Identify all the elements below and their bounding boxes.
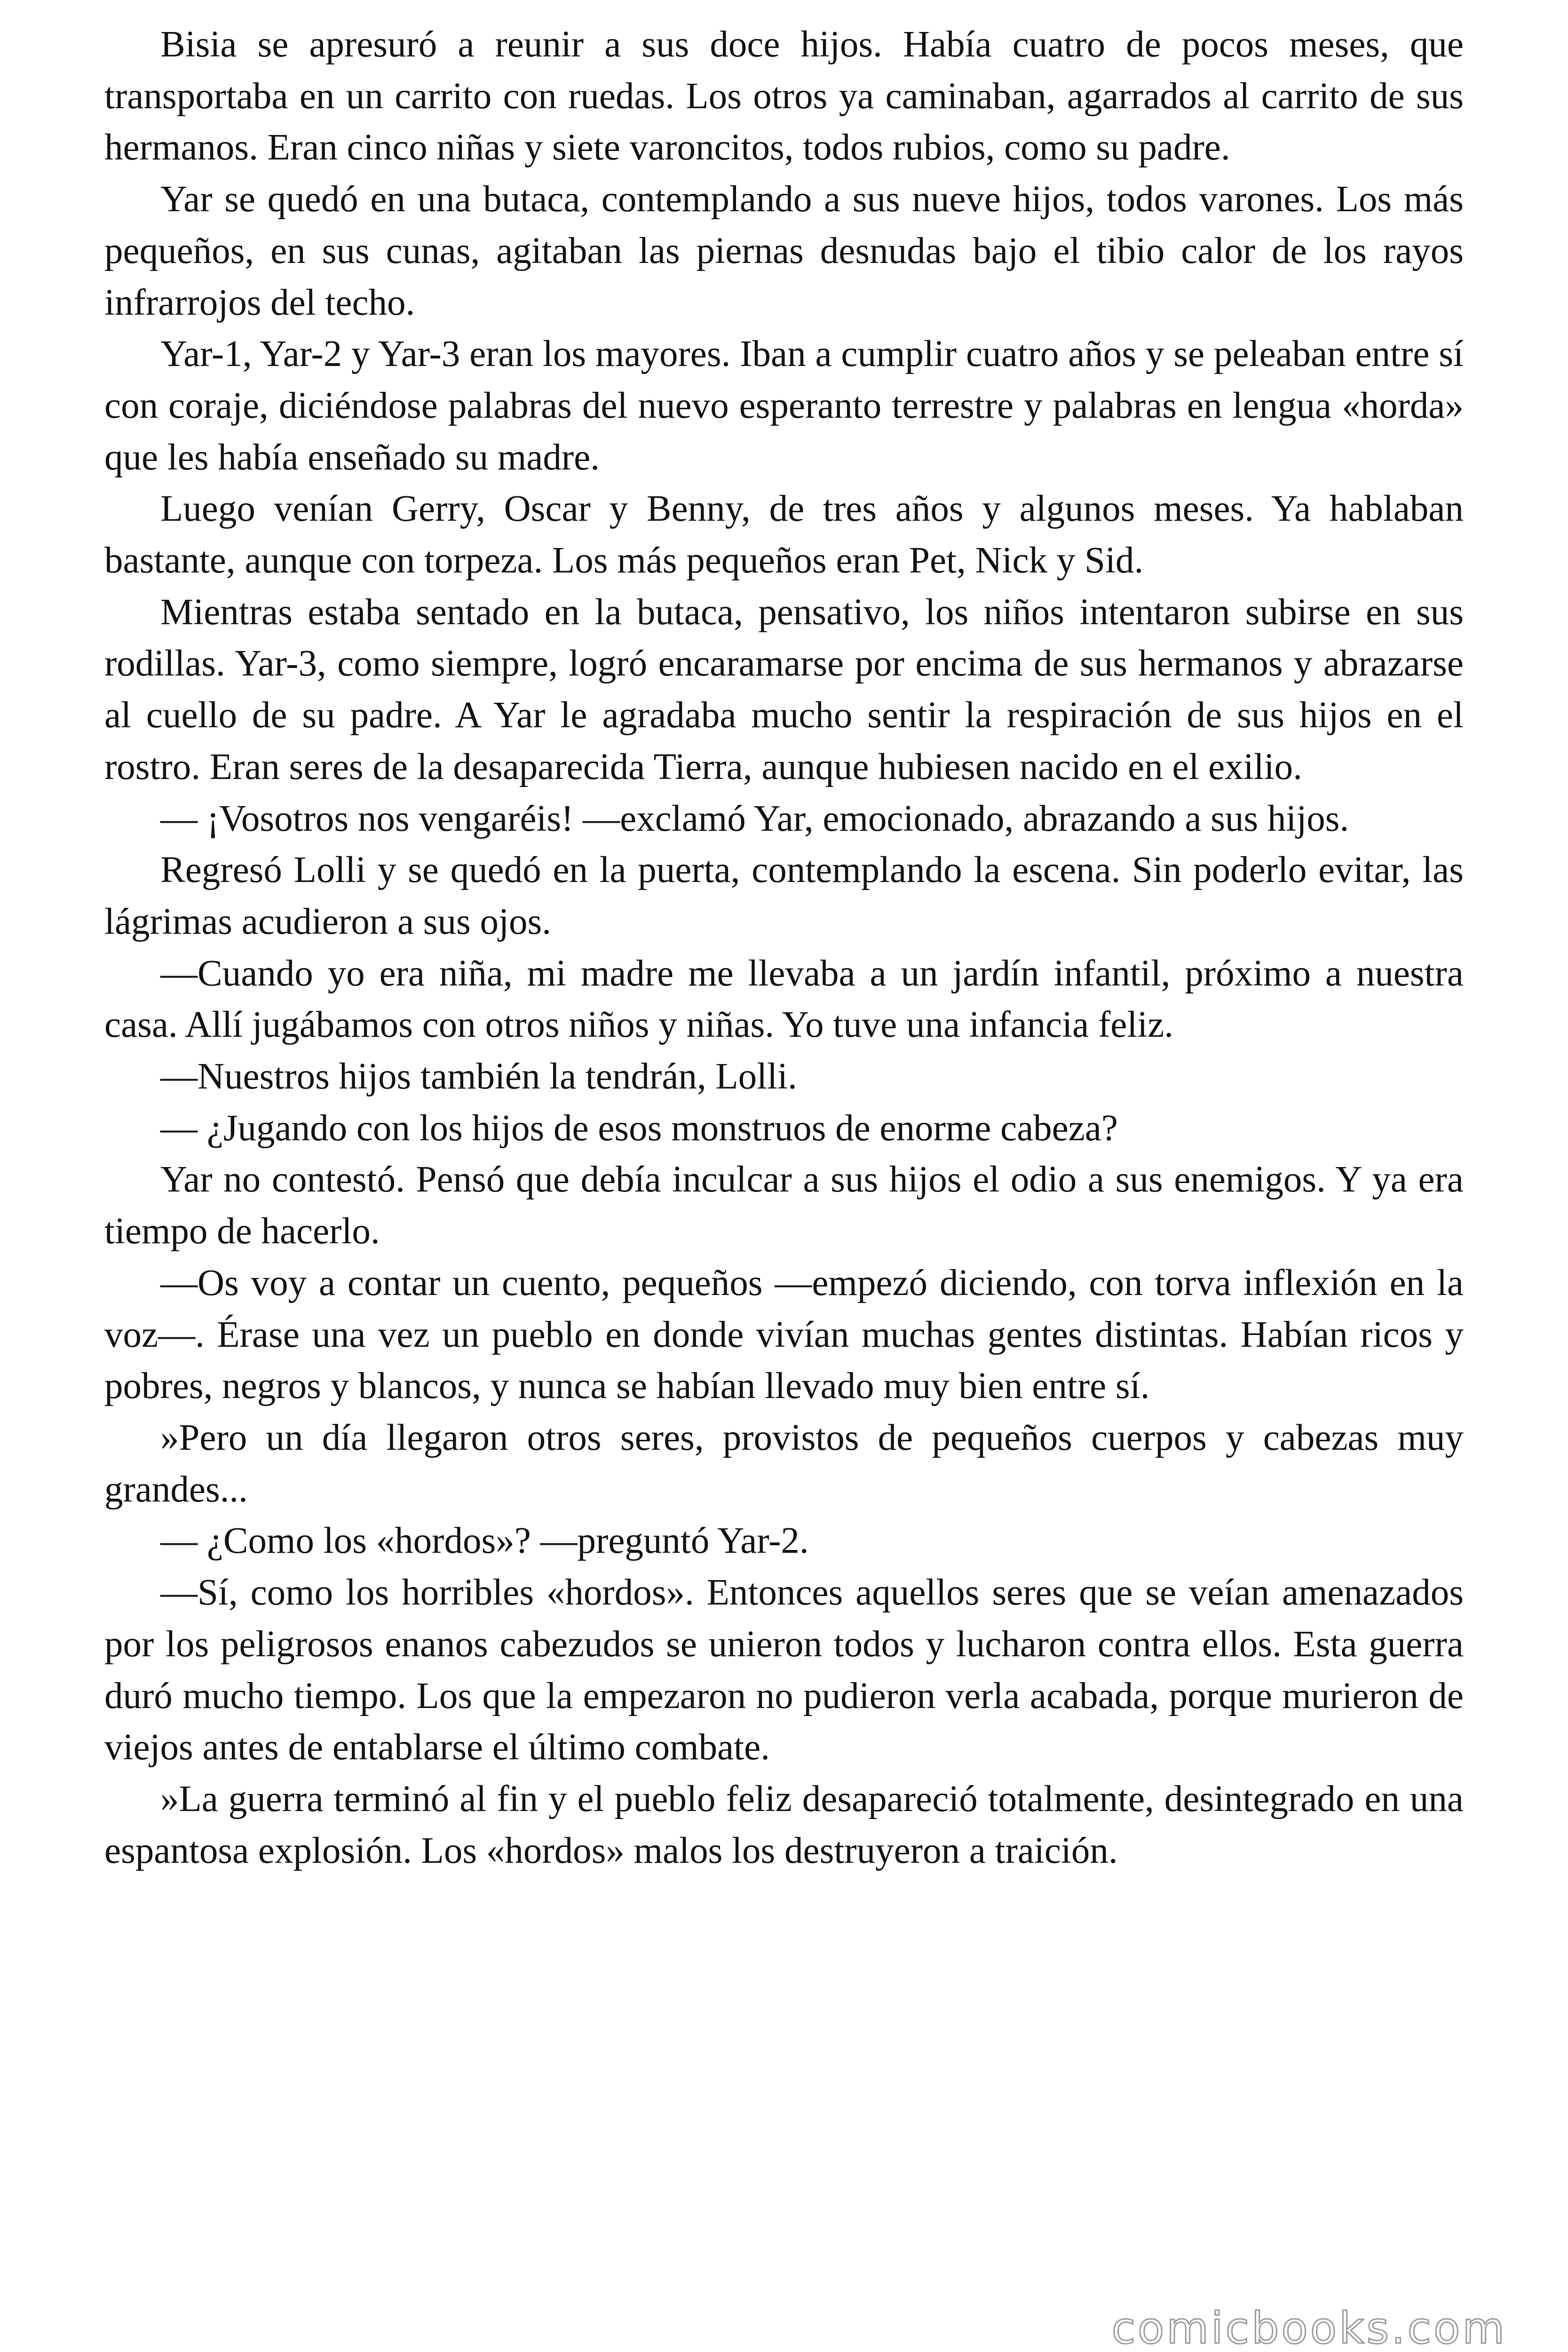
paragraph: Mientras estaba sentado en la butaca, pensativo, los niños intentaron subirse en sus rodillas. Yar-3, como siempre, logró encaramarse por encima de sus hermanos y abrazarse al cuello de su padre. A Yar le agradaba mucho sentir la respiración de sus hijos en el rostro. Eran seres de la desaparecida Tierra, aunque hubiesen nacido en el exilio. xyxy=(104,591,1464,787)
paragraph: Yar se quedó en una butaca, contemplando a sus nueve hijos, todos varones. Los más pequeños, en sus cunas, agitaban las piernas desnudas bajo el tibio calor de los rayos infrarrojos del techo. xyxy=(104,179,1464,323)
page-body xyxy=(104,19,1464,1876)
paragraph: — ¿Jugando con los hijos de esos monstruos de enorme cabeza? xyxy=(160,1107,1118,1149)
paragraph: — ¡Vosotros nos vengaréis! —exclamó Yar, emocionado, abrazando a sus hijos. xyxy=(160,798,1349,839)
paragraph: —Os voy a contar un cuento, pequeños —empezó diciendo, con torva inflexión en la voz—. Érase una vez un pueblo en donde vivían muchas gentes distintas. Habían ricos y pobres, negros y blancos, y nunca se habían llevado muy bien entre sí. xyxy=(104,1262,1464,1407)
paragraph: Bisia se apresuró a reunir a sus doce hijos. Había cuatro de pocos meses, que transportaba en un carrito con ruedas. Los otros ya caminaban, agarrados al carrito de sus hermanos. Eran cinco niñas y siete varoncitos, todos rubios, como su padre. xyxy=(104,24,1464,168)
paragraph: »La guerra terminó al fin y el pueblo feliz desapareció totalmente, desintegrado en una espantosa explosión. Los «hordos» malos los destruyeron a traición. xyxy=(104,1778,1464,1871)
paragraph: —Nuestros hijos también la tendrán, Lolli. xyxy=(160,1056,797,1097)
paragraph: »Pero un día llegaron otros seres, provistos de pequeños cuerpos y cabezas muy grandes... xyxy=(104,1417,1464,1510)
paragraph: — ¿Como los «hordos»? —preguntó Yar-2. xyxy=(160,1520,809,1562)
paragraph: Regresó Lolli y se quedó en la puerta, contemplando la escena. Sin poderlo evitar, las lágrimas acudieron a sus ojos. xyxy=(104,850,1464,942)
paragraph: Yar no contestó. Pensó que debía inculcar a sus hijos el odio a sus enemigos. Y ya era tiempo de hacerlo. xyxy=(104,1159,1464,1252)
paragraph: —Cuando yo era niña, mi madre me llevaba a un jardín infantil, próximo a nuestra casa. Allí jugábamos con otros niños y niñas. Yo tuve una infancia feliz. xyxy=(104,953,1464,1046)
paragraph: —Sí, como los horribles «hordos». Entonces aquellos seres que se veían amenazados por los peligrosos enanos cabezudos se unieron todos y lucharon contra ellos. Esta guerra duró mucho tiempo. Los que la empezaron no pudieron verla acabada, porque murieron de viejos antes de entablarse el último combate. xyxy=(104,1572,1464,1768)
paragraph: Luego venían Gerry, Oscar y Benny, de tres años y algunos meses. Ya hablaban bastante, aunque con torpeza. Los más pequeños eran Pet, Nick y Sid. xyxy=(104,488,1464,581)
paragraph: Yar-1, Yar-2 y Yar-3 eran los mayores. Iban a cumplir cuatro años y se peleaban entre sí con coraje, diciéndose palabras del nuevo esperanto terrestre y palabras en lengua «horda» que les había enseñado su madre. xyxy=(104,334,1464,478)
watermark: comicbooks.com xyxy=(1111,2303,1507,2352)
